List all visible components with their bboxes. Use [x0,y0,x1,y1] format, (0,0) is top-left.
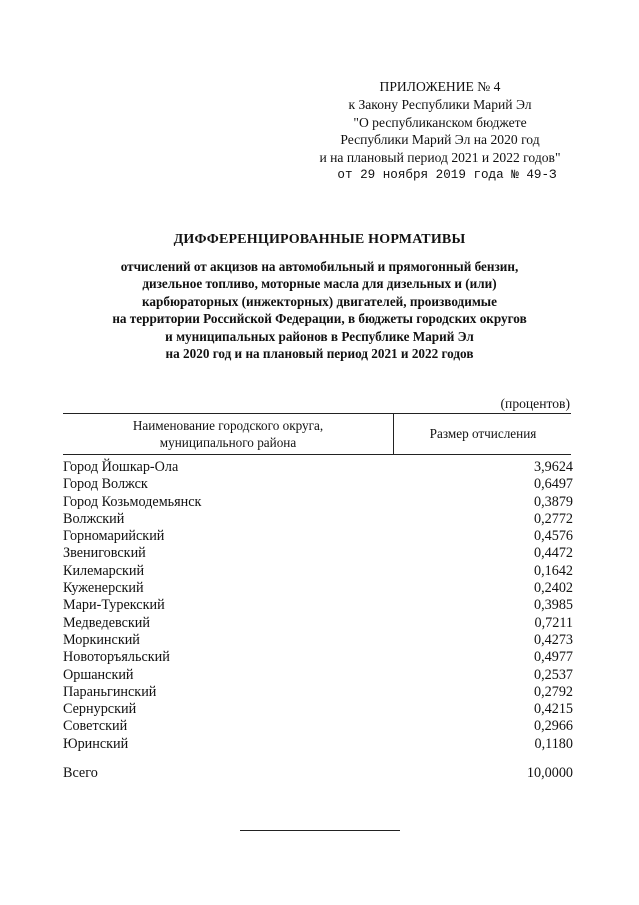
table-row [63,563,573,580]
total-value: 10,0000 [526,765,573,781]
column-header-name-line: Наименование городского округа, [132,418,324,433]
appendix-law-title-line-2: Республики Марий Эл на 2020 год [340,132,540,148]
row-name: Звениговский [63,545,146,562]
row-value: 0,2966 [533,718,573,735]
unit-note: (процентов) [500,396,570,411]
document-subtitle [0,258,639,362]
document-title: ДИФФЕРЕНЦИРОВАННЫЕ НОРМАТИВЫ [173,232,466,247]
table-row [63,615,573,632]
table-row [63,632,573,649]
row-value: 3,9624 [533,459,573,475]
row-name: Сернурский [63,701,137,718]
table-row [63,494,573,511]
table-header [63,413,571,455]
row-name: Волжский [63,510,125,527]
table-row [63,718,573,735]
row-value: 0,3985 [533,597,573,614]
table-row [63,528,573,545]
table-total-row [63,764,573,782]
row-value: 0,2792 [533,683,573,700]
row-value: 0,3879 [533,493,573,510]
row-value: 0,2402 [533,580,573,597]
row-name: Город Волжск [63,476,148,493]
row-name: Горномарийский [63,528,165,545]
column-header-name [63,414,394,454]
appendix-law-reference: к Закону Республики Марий Эл [348,96,532,112]
subtitle-line: карбюраторных (инжекторных) двигателей, производимые [142,293,497,309]
row-name: Куженерский [63,580,144,597]
table-row [63,667,573,684]
table-row [63,701,573,718]
table-row [63,736,573,753]
total-label: Всего [63,765,98,781]
row-name: Моркинский [63,631,140,648]
table-row [63,476,573,493]
row-name: Параньгинский [63,683,157,700]
column-header-name-line: муниципального района [159,435,297,450]
table-row [63,511,573,528]
appendix-law-title-line-3: и на плановый период 2021 и 2022 годов" [319,150,561,166]
row-value: 0,4576 [533,528,573,545]
subtitle-line: дизельное топливо, моторные масла для дизельных и (или) [142,276,497,292]
subtitle-line: на 2020 год и на плановый период 2021 и 2022 годов [165,346,474,362]
subtitle-line: и муниципальных районов в Республике Марий Эл [165,328,474,344]
table-row [63,684,573,701]
appendix-date-number: от 29 ноября 2019 года № 49-З [337,167,557,182]
row-value: 0,6497 [533,476,573,493]
row-value: 0,4472 [533,545,573,562]
subtitle-line: отчислений от акцизов на автомобильный и прямогонный бензин, [120,259,519,274]
table-row [63,597,573,614]
row-name: Советский [63,718,128,735]
row-name: Медведевский [63,614,150,631]
table-row [63,459,573,476]
table-row [63,580,573,597]
row-value: 0,2772 [533,510,573,527]
appendix-header [290,78,590,185]
row-name: Мари-Турекский [63,597,165,614]
row-name: Килемарский [63,562,145,579]
column-header-value: Размер отчисления [429,426,537,441]
footer-divider [240,830,400,831]
row-value: 0,1180 [534,735,573,752]
subtitle-line: на территории Российской Федерации, в бюджеты городских округов [112,311,527,327]
row-value: 0,4215 [533,701,573,718]
row-name: Город Козьмодемьянск [63,493,202,510]
row-name: Новоторъяльский [63,649,170,666]
table-row [63,649,573,666]
row-value: 0,1642 [533,562,573,579]
appendix-number: ПРИЛОЖЕНИЕ № 4 [379,79,501,94]
row-value: 0,4977 [533,649,573,666]
appendix-law-title-line-1: "О республиканском бюджете [353,114,527,130]
table-body [63,459,573,753]
row-value: 0,4273 [533,631,573,648]
row-value: 0,7211 [534,614,573,631]
table-row [63,545,573,562]
row-value: 0,2537 [533,666,573,683]
row-name: Юринский [63,735,129,752]
row-name: Оршанский [63,666,134,683]
row-name: Город Йошкар-Ола [63,459,179,475]
